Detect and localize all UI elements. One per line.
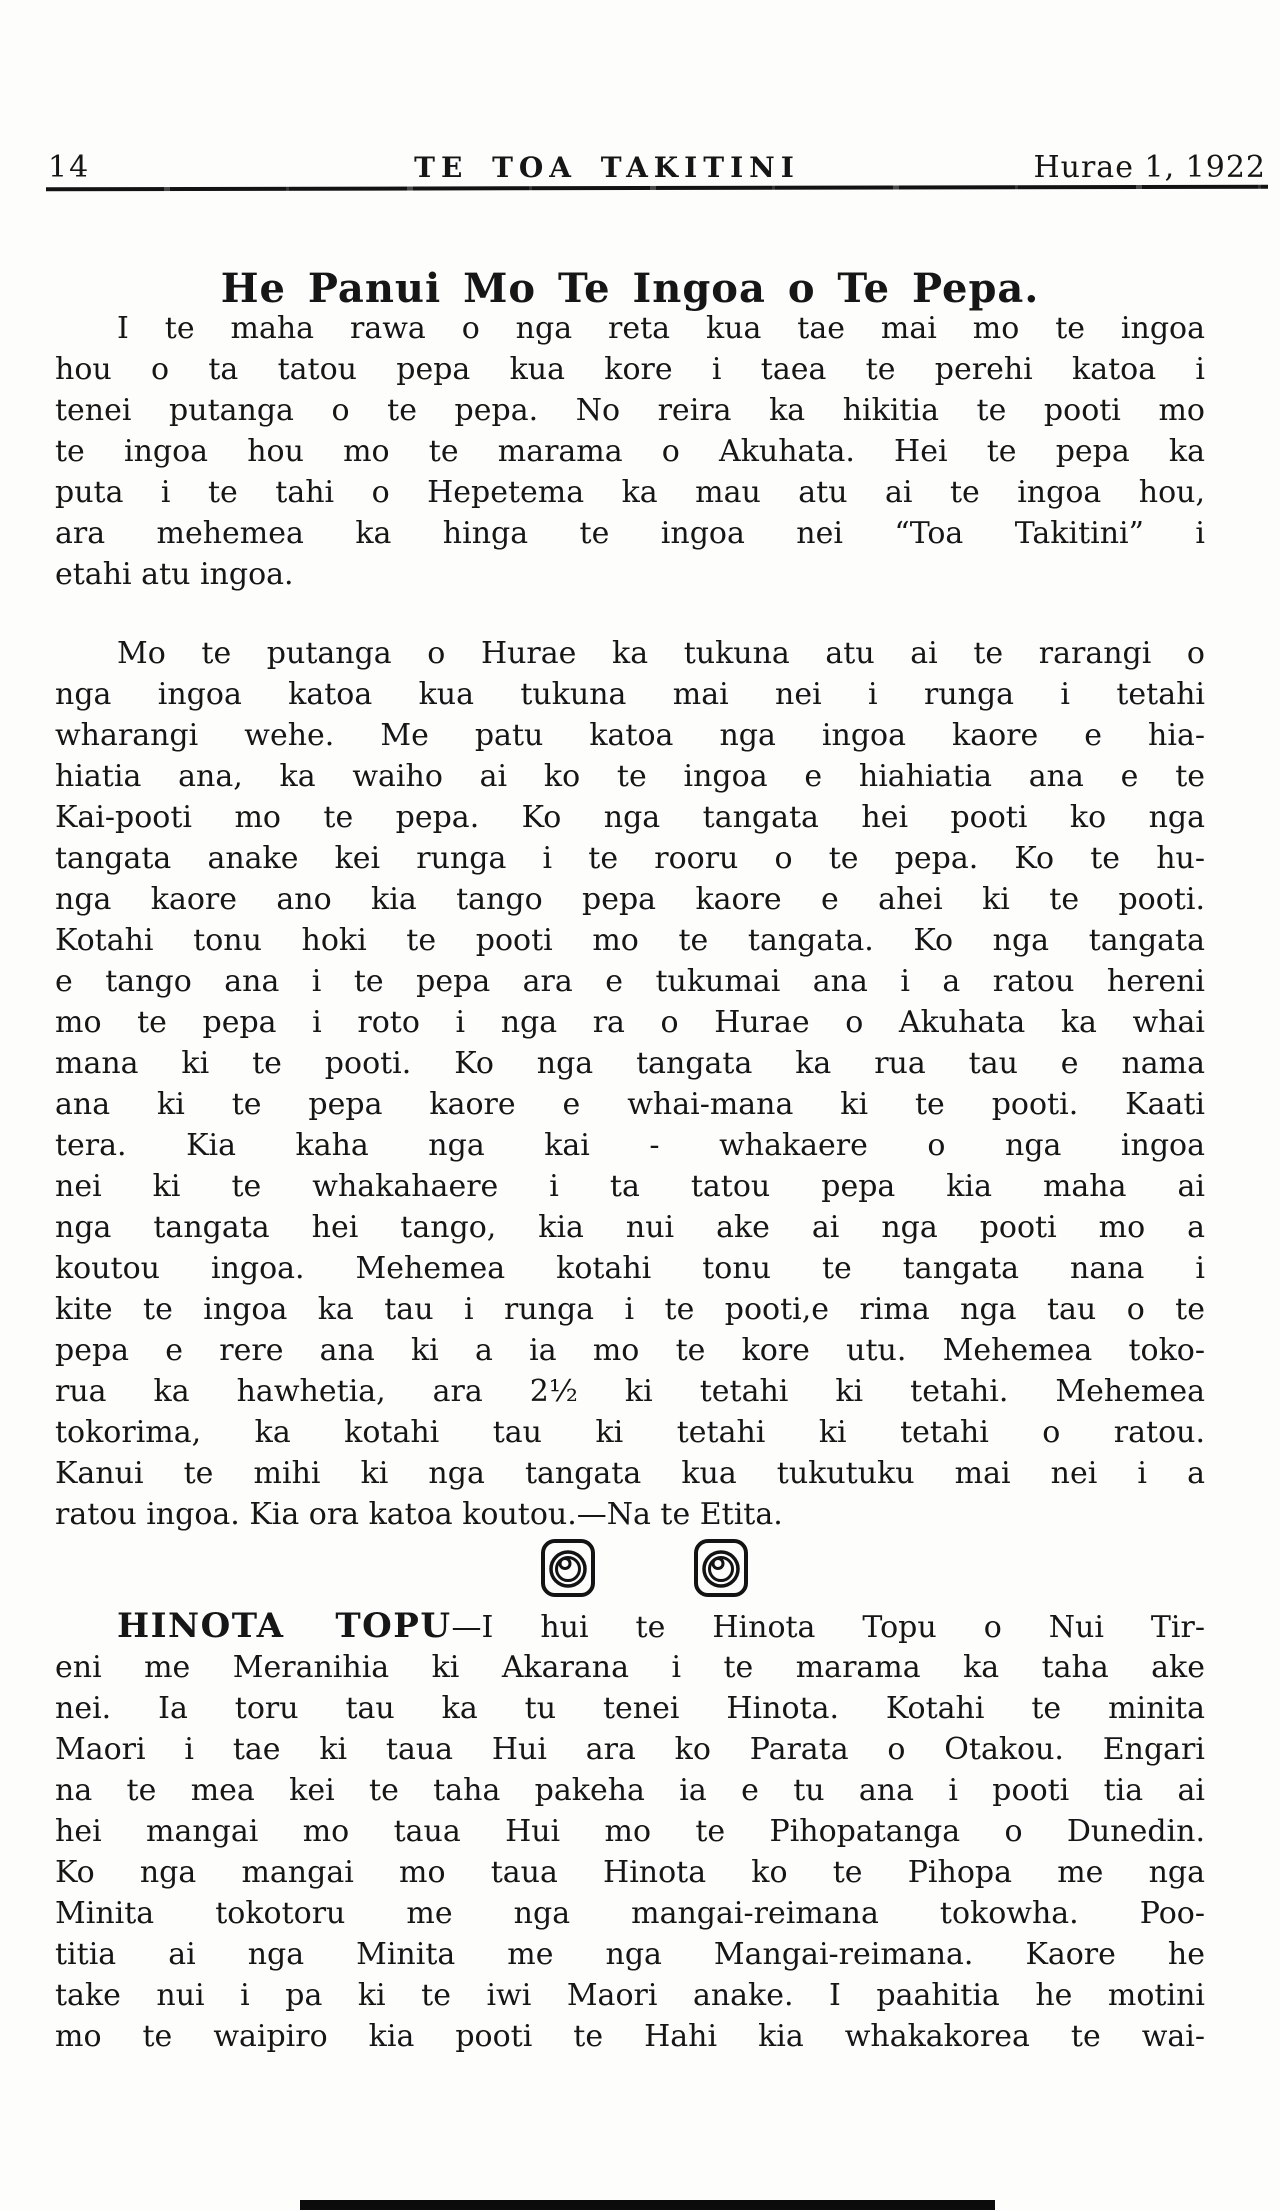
article-hinota-body xyxy=(55,1606,1205,2057)
article-title: He Panui Mo Te Ingoa o Te Pepa. xyxy=(220,264,1040,312)
text-line: hei mangai mo taua Hui mo te Pihopatanga o Dunedin. xyxy=(55,1814,1205,1849)
text-line: wharangi wehe. Me patu katoa nga ingoa kaore e hia- xyxy=(55,718,1205,753)
text-line: tangata anake kei runga i te rooru o te pepa. Ko te hu- xyxy=(55,841,1205,876)
text-line: ana ki te pepa kaore e whai-mana ki te pooti. Kaati xyxy=(55,1087,1205,1122)
paragraph xyxy=(55,633,1205,1535)
text-line: te ingoa hou mo te marama o Akuhata. Hei te pepa ka xyxy=(55,434,1205,469)
text-line: nga ingoa katoa kua tukuna mai nei i runga i tetahi xyxy=(55,677,1205,712)
text-line: Maori i tae ki taua Hui ara ko Parata o Otakou. Engari xyxy=(55,1732,1205,1767)
text-line xyxy=(55,1606,1205,1647)
rosette-stamp-icon xyxy=(540,1538,596,1598)
article-panui-body xyxy=(55,308,1205,1535)
text-line: nei. Ia toru tau ka tu tenei Hinota. Kotahi te minita xyxy=(55,1691,1205,1726)
issue-date: Hurae 1, 1922 xyxy=(1033,150,1266,185)
text-line: tera. Kia kaha nga kai - whakaere o nga ingoa xyxy=(55,1128,1205,1163)
text-line: Mo te putanga o Hurae ka tukuna atu ai te rarangi o xyxy=(117,636,1205,671)
text-line: eni me Meranihia ki Akarana i te marama ka taha ake xyxy=(55,1650,1205,1685)
paragraph xyxy=(55,1647,1205,2057)
text-line: nei ki te whakahaere i ta tatou pepa kia maha ai xyxy=(55,1169,1205,1204)
text-line: hiatia ana, ka waiho ai ko te ingoa e hiahiatia ana e te xyxy=(55,759,1205,794)
header-divider-rule xyxy=(46,185,1268,192)
lead-line-rest: —I hui te Hinota Topu o Nui Tir- xyxy=(451,1610,1205,1645)
masthead-title: TE TOA TAKITINI xyxy=(414,151,800,184)
text-line: titia ai nga Minita me nga Mangai-reimana. Kaore he xyxy=(55,1937,1205,1972)
text-line: I te maha rawa o nga reta kua tae mai mo te ingoa xyxy=(117,311,1205,346)
text-line: Minita tokotoru me nga mangai-reimana tokowha. Poo- xyxy=(55,1896,1205,1931)
text-line: take nui i pa ki te iwi Maori anake. I paahitia he motini xyxy=(55,1978,1205,2013)
rosette-stamp-icon xyxy=(693,1538,749,1598)
text-line: mana ki te pooti. Ko nga tangata ka rua tau e nama xyxy=(55,1046,1205,1081)
bottom-rule xyxy=(300,2200,995,2210)
text-line: mo te waipiro kia pooti te Hahi kia whakakorea te wai- xyxy=(55,2019,1205,2054)
text-line: nga tangata hei tango, kia nui ake ai nga pooti mo a xyxy=(55,1210,1205,1245)
text-line: ara mehemea ka hinga te ingoa nei “Toa Takitini” i xyxy=(55,516,1205,551)
text-line: Kotahi tonu hoki te pooti mo te tangata. Ko nga tangata xyxy=(55,923,1205,958)
text-line: e tango ana i te pepa ara e tukumai ana i a ratou hereni xyxy=(55,964,1205,999)
text-line: pepa e rere ana ki a ia mo te kore utu. Mehemea toko- xyxy=(55,1333,1205,1368)
page-header xyxy=(48,150,1266,185)
article-lead: HINOTA TOPU xyxy=(117,1606,452,1646)
text-line: na te mea kei te taha pakeha ia e tu ana i pooti tia ai xyxy=(55,1773,1205,1808)
text-line: rua ka hawhetia, ara 2½ ki tetahi ki tetahi. Mehemea xyxy=(55,1374,1205,1409)
text-line: tokorima, ka kotahi tau ki tetahi ki tetahi o ratou. xyxy=(55,1415,1205,1450)
text-line: Ko nga mangai mo taua Hinota ko te Pihopa me nga xyxy=(55,1855,1205,1890)
text-line: koutou ingoa. Mehemea kotahi tonu te tangata nana i xyxy=(55,1251,1205,1286)
text-line: puta i te tahi o Hepetema ka mau atu ai te ingoa hou, xyxy=(55,475,1205,510)
text-line: tenei putanga o te pepa. No reira ka hikitia te pooti mo xyxy=(55,393,1205,428)
text-line: kite te ingoa ka tau i runga i te pooti,e rima nga tau o te xyxy=(55,1292,1205,1327)
text-line: Kanui te mihi ki nga tangata kua tukutuku mai nei i a xyxy=(55,1456,1205,1491)
paragraph xyxy=(55,308,1205,595)
text-line: hou o ta tatou pepa kua kore i taea te perehi katoa i xyxy=(55,352,1205,387)
text-line: nga kaore ano kia tango pepa kaore e ahei ki te pooti. xyxy=(55,882,1205,917)
text-line: Kai-pooti mo te pepa. Ko nga tangata hei pooti ko nga xyxy=(55,800,1205,835)
text-line: etahi atu ingoa. xyxy=(55,557,294,592)
text-line: ratou ingoa. Kia ora katoa koutou.—Na te Etita. xyxy=(55,1497,783,1532)
text-line: mo te pepa i roto i nga ra o Hurae o Akuhata ka whai xyxy=(55,1005,1205,1040)
ornament-row xyxy=(540,1538,749,1598)
page-number: 14 xyxy=(48,150,91,185)
